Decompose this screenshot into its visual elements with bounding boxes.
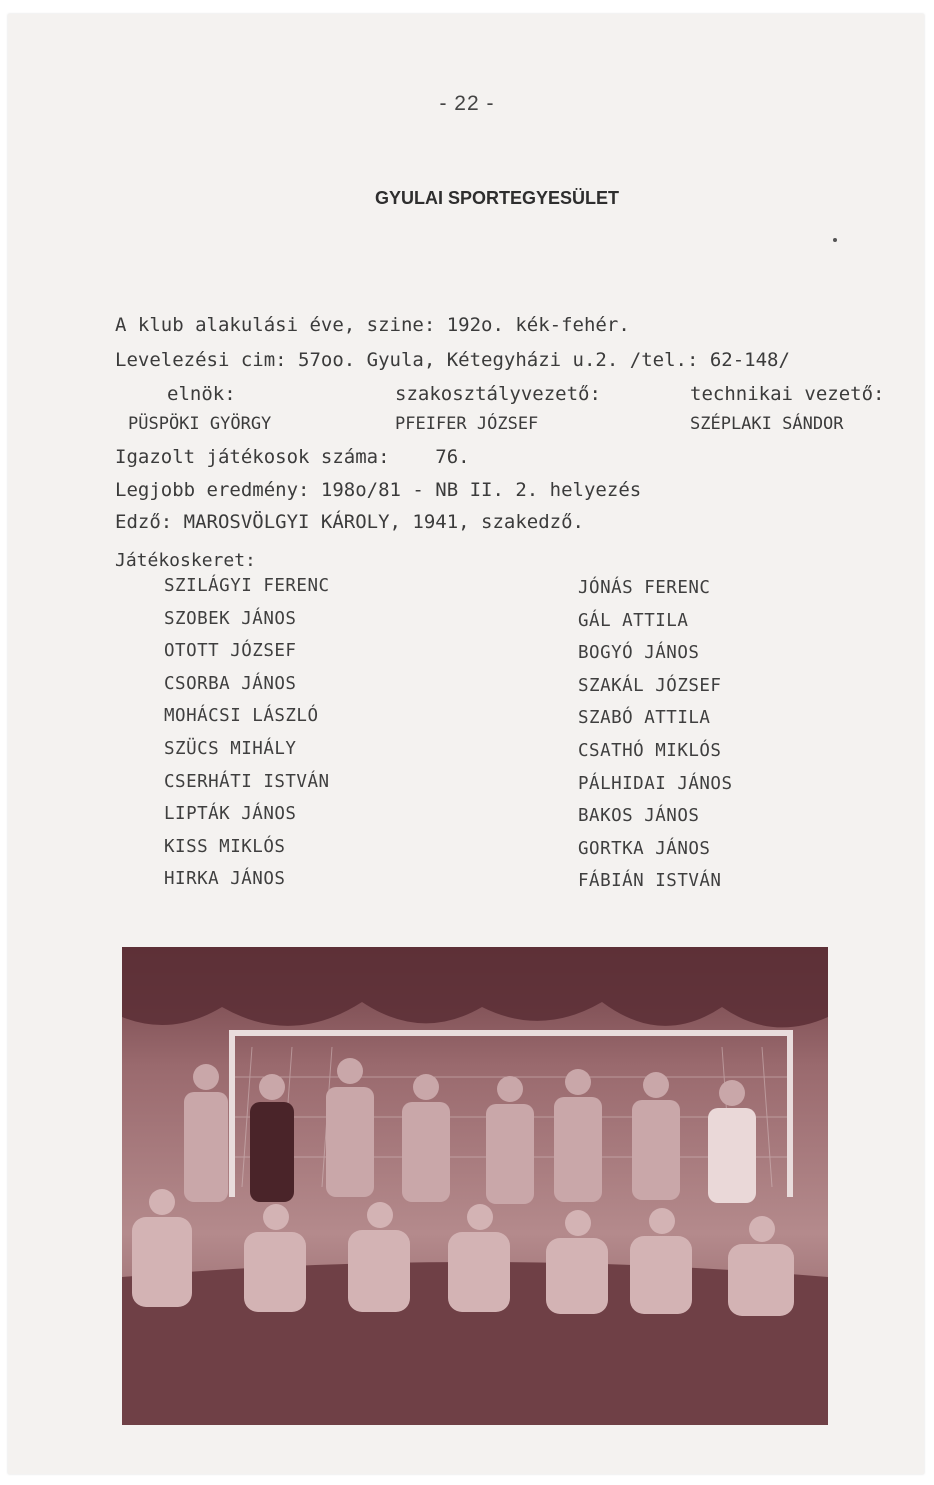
list-item: SZABÓ ATTILA xyxy=(578,708,711,729)
list-item: MOHÁCSI LÁSZLÓ xyxy=(164,706,319,727)
role-president: elnök: xyxy=(167,383,236,405)
players-count-line: Igazolt játékosok száma: 76. xyxy=(115,446,470,468)
print-speck xyxy=(833,238,837,242)
list-item: JÓNÁS FERENC xyxy=(578,578,711,598)
list-item: KISS MIKLÓS xyxy=(164,836,286,857)
roster-label: Játékoskeret: xyxy=(115,550,256,571)
list-item: SZOBEK JÁNOS xyxy=(164,608,297,629)
list-item: SZILÁGYI FERENC xyxy=(164,576,330,596)
page-title: GYULAI SPORTEGYESÜLET xyxy=(374,188,620,208)
person-section-head: PFEIFER JÓZSEF xyxy=(395,414,539,434)
list-item: SZAKÁL JÓZSEF xyxy=(578,675,722,696)
list-item: CSERHÁTI ISTVÁN xyxy=(164,771,330,792)
team-photo xyxy=(122,947,828,1425)
list-item: BOGYÓ JÁNOS xyxy=(578,643,700,664)
list-item: GÁL ATTILA xyxy=(578,610,689,631)
list-item: SZÜCS MIHÁLY xyxy=(164,738,297,759)
list-item: HIRKA JÁNOS xyxy=(164,869,286,890)
list-item: GORTKA JÁNOS xyxy=(578,838,711,859)
list-item: CSATHÓ MIKLÓS xyxy=(578,740,722,761)
person-president: PÜSPÖKI GYÖRGY xyxy=(128,414,272,434)
best-result-line: Legjobb eredmény: 198o/81 - NB II. 2. helyezés xyxy=(115,479,642,501)
list-item: PÁLHIDAI JÁNOS xyxy=(578,773,733,794)
role-technical-head: technikai vezető: xyxy=(690,383,885,405)
list-item: CSORBA JÁNOS xyxy=(164,673,297,694)
list-item: OTOTT JÓZSEF xyxy=(164,641,297,662)
person-technical-head: SZÉPLAKI SÁNDOR xyxy=(690,414,844,434)
roster-left-column xyxy=(164,576,330,902)
coach-line: Edző: MAROSVÖLGYI KÁROLY, 1941, szakedző. xyxy=(115,511,584,533)
address-line: Levelezési cim: 57oo. Gyula, Kétegyházi u.2. /tel.: 62-148/ xyxy=(115,349,790,371)
founding-line: A klub alakulási éve, szine: 192o. kék-fehér. xyxy=(115,314,630,336)
roster-right-column xyxy=(578,578,733,904)
list-item: LIPTÁK JÁNOS xyxy=(164,804,297,825)
team-photo-image xyxy=(122,947,828,1425)
role-section-head: szakosztályvezető: xyxy=(395,383,601,405)
list-item: FÁBIÁN ISTVÁN xyxy=(578,871,722,892)
list-item: BAKOS JÁNOS xyxy=(578,806,700,827)
page-number: - 22 - xyxy=(439,92,495,115)
